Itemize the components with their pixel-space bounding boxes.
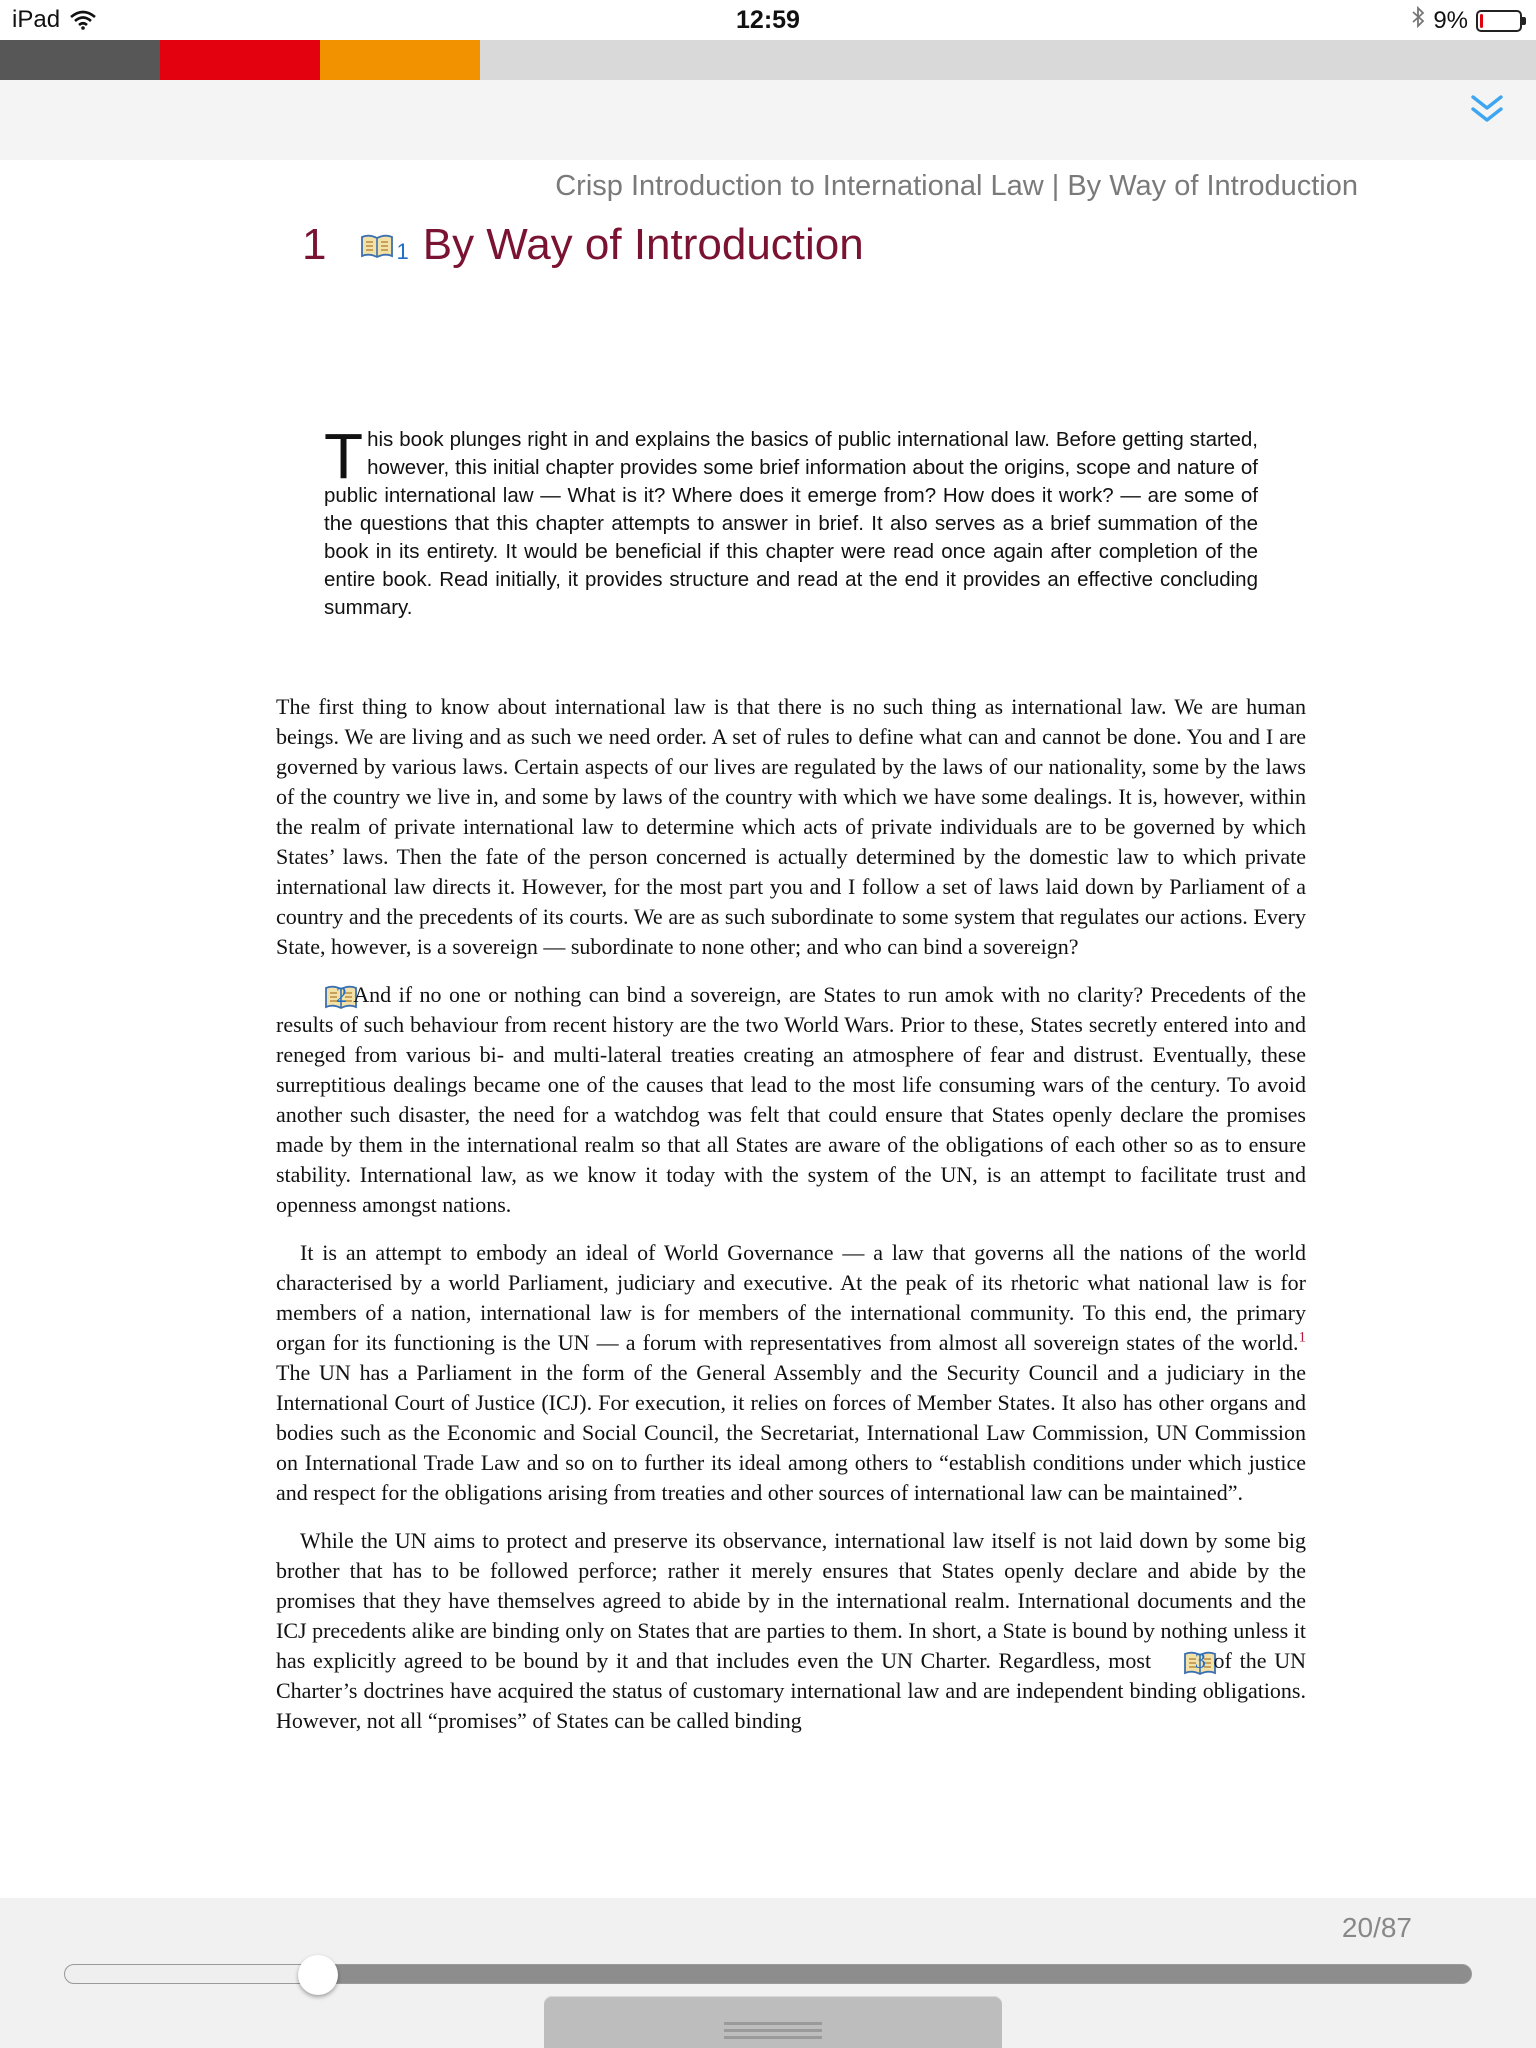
slider-thumb[interactable] xyxy=(298,1955,338,1995)
running-head: Crisp Introduction to International Law | By Way of Introduction xyxy=(555,170,1358,202)
chapter-reference[interactable]: 1 xyxy=(396,239,409,264)
drag-handle-icon[interactable] xyxy=(544,1996,1002,2048)
status-bar xyxy=(0,0,1536,40)
slider-fill xyxy=(65,1965,318,1983)
status-right xyxy=(1411,6,1522,35)
device-name: iPad xyxy=(12,6,61,33)
chapter-heading xyxy=(302,220,864,270)
reader-toolbar xyxy=(0,80,1536,160)
double-chevron-down-icon xyxy=(1469,94,1505,124)
page-slider[interactable] xyxy=(64,1964,1472,1984)
book-icon[interactable] xyxy=(360,233,394,259)
battery-percent: 9% xyxy=(1433,6,1468,34)
paragraph-3-text-a: It is an attempt to embody an ideal of World Governance — a law that governs all the nations of the world characterised by a world Parliament, judiciary and executive. At the peak of its rhetoric what national law is for members of a nation, international law is for members of the international community. To this end, the primary organ for its functioning is the UN — a forum with representatives from almost all sovereign states of the world. xyxy=(276,1240,1306,1355)
abstract-text: his book plunges right in and explains the basics of public international law. Before getting started, however, this initial chapter provides some brief information about the origins, scope and nature of public international law — What is it? Where does it emerge from? How does it work? — are some of the questions that this chapter attempts to answer in brief. It also serves as a brief summation of the book in its entirety. It would be beneficial if this chapter were read once again after completion of the entire book. Read initially, it provides structure and read at the end it provides an effective concluding summary. xyxy=(324,428,1258,619)
grip-line xyxy=(724,2036,822,2039)
paragraph-4 xyxy=(276,1526,1306,1736)
inline-reference[interactable]: 2 xyxy=(336,982,347,1007)
tab-strip xyxy=(0,40,1536,80)
chapter-abstract xyxy=(324,420,1258,622)
paragraph-4-text-a: While the UN aims to protect and preserve its observance, international law itself is not laid down by some big brother that has to be followed perforce; rather it merely ensures that States openly declare and abide by the promises that they have themselves agreed to abide by in the international realm. International documents and the ICJ precedents alike are binding only on States that are parties to them. In short, a State is bound by nothing unless it has explicitly agreed to be bound by it and that includes even the UN Charter. Regardless, most xyxy=(276,1528,1306,1673)
paragraph-2 xyxy=(276,980,1306,1220)
grip-line xyxy=(724,2029,822,2032)
inline-reference[interactable]: 3 xyxy=(1194,1648,1206,1673)
tab-segment-2[interactable] xyxy=(160,40,320,80)
paragraph-3-text-b: The UN has a Parliament in the form of the General Assembly and the Security Council and a judiciary in the International Court of Justice (ICJ). For execution, it relies on forces of Member States. It also has other organs and bodies such as the Economic and Social Council, the Secretariat, International Law Commission, UN Commission on International Trade Law and so on to further its ideal among others to “establish conditions under which justice and respect for the obligations arising from treaties and other sources of international law can be maintained”. xyxy=(276,1360,1306,1505)
bluetooth-icon xyxy=(1411,6,1425,35)
tab-segment-3[interactable] xyxy=(320,40,480,80)
chapter-title: By Way of Introduction xyxy=(422,220,864,269)
battery-icon xyxy=(1476,10,1522,32)
footnote-marker[interactable]: 1 xyxy=(1298,1329,1306,1346)
battery-level xyxy=(1480,14,1483,28)
grip-line xyxy=(724,2022,822,2025)
page-indicator: 20/87 xyxy=(1341,1912,1412,1943)
chapter-number: 1 xyxy=(302,220,327,269)
paragraph-3 xyxy=(276,1238,1306,1508)
drop-cap: T xyxy=(324,420,364,492)
book-icon[interactable] xyxy=(1159,1650,1193,1676)
paragraph-1: The first thing to know about international law is that there is no such thing as international law. We are human beings. We are living and as such we need order. A set of rules to define what can and cannot be done. You and I are governed by various laws. Certain aspects of our lives are regulated by the laws of our nationality, some by the laws of the country we live in, and some by laws of the country with which we have some dealings. It is, however, within the realm of private international law to determine which acts of private individuals are to be governed by which States’ laws. Then the fate of the person concerned is actually determined by the domestic law to which private international law directs it. However, for the most part you and I follow a set of laws laid down by Parliament of a country and the precedents of its courts. We are as such subordinate to some system that regulates our actions. Every State, however, is a sovereign — subordinate to none other; and who can bind a sovereign? xyxy=(276,694,1306,959)
clock: 12:59 xyxy=(736,6,800,34)
bottom-bar xyxy=(0,1898,1536,2048)
book-icon[interactable] xyxy=(300,984,334,1010)
collapse-toolbar-button[interactable] xyxy=(1464,86,1510,132)
paragraph-4-text-b: of the UN Charter’s doctrines have acquired the status of customary international law and are independent binding obligations. However, not all “promises” of States can be called binding xyxy=(276,1648,1306,1733)
tab-segment-1[interactable] xyxy=(0,40,160,80)
paragraph-2-text: And if no one or nothing can bind a sovereign, are States to run amok with no clarity? Precedents of the results of such behaviour from recent history are the two World Wars. Prior to these, States secretly entered into and reneged from various bi- and multi-lateral treaties creating an atmosphere of fear and distrust. Eventually, these surreptitious dealings became one of the causes that lead to the most life consuming wars of the century. To avoid another such disaster, the need for a watchdog was felt that could ensure that States openly declare the promises made by them in the international realm so that all States are aware of the obligations of each other so as to ensure stability. International law, as we know it today with the system of the UN, is an attempt to facilitate trust and openness amongst nations. xyxy=(276,982,1306,1217)
body-text xyxy=(276,692,1306,1754)
